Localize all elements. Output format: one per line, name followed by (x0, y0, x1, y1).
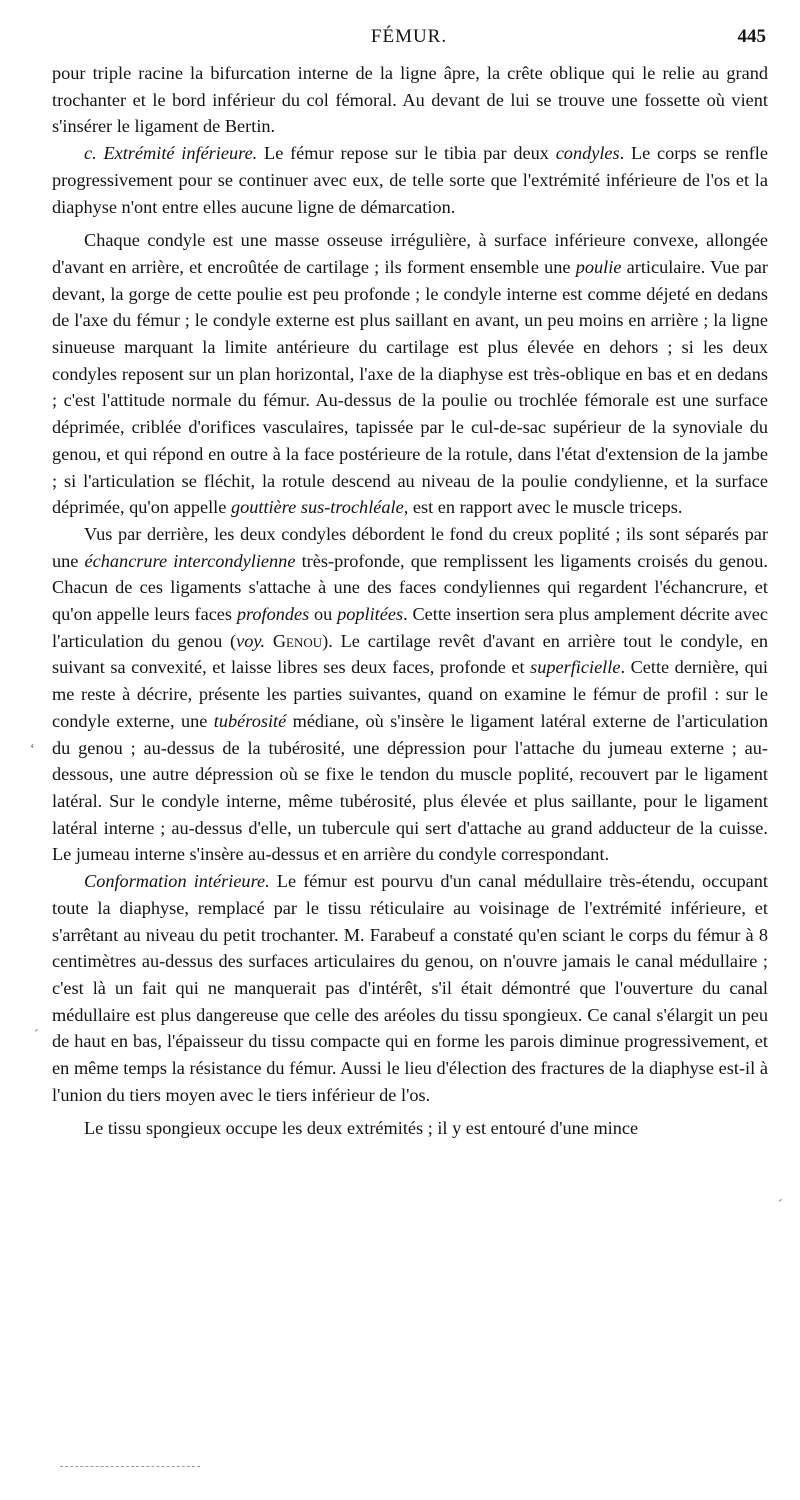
paragraph-text: Vus par derrière, les deux condyles débordent le fond du creux poplité ; ils sont séparés par une (52, 523, 768, 571)
paragraph-text: ). Le cartilage revêt d'avant en arrière tout le condyle, en suivant sa convexité, et laisse libres ses deux faces, profonde et (52, 630, 768, 678)
paragraph-text: très-profonde, que remplissent les ligaments croisés du genou. Chacun de ces ligaments s'attache à une des faces condyliennes qui regardent l'échancrure, et qu'on appelle leurs faces (52, 550, 769, 625)
paragraph-text: médiane, où s'insère le ligament latéral externe de l'articulation du genou ; au-dessus de la tubérosité, une dépression pour l'attache du jumeau externe ; au-dessous, une autre dépression où se fixe le tendon du muscle poplité, recouvert par le ligament latéral. Sur le condyle interne, même tubérosité, plus élevée et plus saillante, pour le ligament latéral interne ; au-dessus d'elle, un tubercule qui sert d'attache au grand adducteur de la cuisse. Le jumeau interne s'insère au-dessus et en arrière du condyle correspondant. (52, 710, 768, 865)
section-heading: Conformation intérieure. (84, 871, 270, 892)
page-header (52, 26, 766, 54)
emphasis: échancrure intercondylienne (84, 550, 296, 571)
margin-mark: ´ (34, 1028, 39, 1043)
paragraph-continuation (52, 60, 768, 140)
body-text (52, 60, 768, 1142)
paragraph-condyle (52, 227, 768, 521)
running-head: FÉMUR. (370, 26, 448, 47)
paragraph-text: articulaire. Vue par devant, la gorge de cette poulie est peu profonde ; le condyle interne est comme déjeté en dedans de l'axe du fémur ; le condyle externe est plus saillant en avant, un peu moins en arrière ; la ligne sinueuse marquant la limite antérieure du cartilage est plus élevée en dehors ; si les deux condyles reposent sur un plan horizontal, l'axe de la diaphyse est très-oblique en bas et en dedans ; c'est l'attitude normale du fémur. Au-dessus de la poulie ou trochlée fémorale est une surface déprimée, criblée d'orifices vasculaires, tapissée par le cul-de-sac supérieur de la synoviale du genou, et qui répond en outre à la face postérieure de la rotule, dans l'état d'extension de la jambe ; si l'articulation se fléchit, la rotule descend au niveau de la poulie condylienne, et la surface déprimée, qu'on appelle (52, 256, 768, 518)
paragraph-text: . Le corps se renfle progressivement pour se continuer avec eux, de telle sorte que l'extrémité inférieure de l'os et la diaphyse n'ont entre elles aucune ligne de démarcation. (52, 143, 769, 217)
emphasis: gouttière sus-trochléale (230, 497, 404, 518)
emphasis: profondes (236, 604, 310, 625)
paragraph-text: Le tissu spongieux occupe les deux extrémités ; il y est entouré d'une mince (84, 1118, 639, 1139)
emphasis: condyles (555, 143, 620, 164)
page-number: 445 (737, 26, 766, 47)
emphasis: poulie (575, 256, 622, 277)
paragraph-text: . Cette insertion sera plus amplement décrite avec l'articulation du genou ( (52, 604, 768, 651)
emphasis: superficielle (530, 657, 621, 678)
paragraph-text: pour triple racine la bifurcation interne de la ligne âpre, la crête oblique qui le relie au grand trochanter et le bord inférieur du col fémoral. Au devant de lui se trouve une fossette où vient s'insérer le ligament de Bertin. (52, 63, 768, 137)
paragraph-extremite-inferieure (52, 140, 768, 220)
margin-mark: ´ (778, 1198, 783, 1213)
cross-reference: Genou (272, 630, 323, 651)
paragraph-tissu-spongieux (52, 1115, 768, 1142)
paragraph-text: . Cette dernière, qui me reste à décrire, présente les parties suivantes, quand on examine le fémur de profil : sur le condyle externe, une (52, 657, 769, 731)
section-heading: c. Extrémité inférieure. (84, 143, 258, 164)
emphasis: voy. (236, 630, 266, 651)
emphasis: tubérosité (213, 710, 287, 731)
margin-mark: ‘ (30, 742, 35, 757)
paragraph-text: , est en rapport avec le muscle triceps. (403, 497, 683, 518)
paragraph-text: Chaque condyle est une masse osseuse irrégulière, à surface inférieure convexe, allongée d'avant en arrière, et encroûtée de cartilage ; ils forment ensemble une (52, 230, 768, 277)
paragraph-conformation (52, 868, 768, 1108)
paragraph-text (265, 631, 273, 651)
page-smudge (60, 1466, 200, 1469)
paragraph-text: Le fémur repose sur le tibia par deux (257, 143, 556, 164)
paragraph-vus-par-derriere (52, 521, 768, 868)
paragraph-text: Le fémur est pourvu d'un canal médullaire très-étendu, occupant toute la diaphyse, remplacé par le tissu réticulaire au voisinage de l'extrémité inférieure, et s'arrêtant au niveau du petit trochanter. M. Farabeuf a constaté qu'en sciant le corps du fémur à 8 centimètres au-dessus des surfaces articulaires du genou, on n'ouvre jamais le canal médullaire ; c'est là un fait qui ne manquerait pas d'intérêt, s'il était démontré que l'ouverture du canal médullaire est plus dangereuse que celle des aréoles du tissu spongieux. Ce canal s'élargit un peu de haut en bas, l'épaisseur du tissu compacte qui en forme les parois diminue progressivement, et en même temps la résistance du fémur. Aussi le lieu d'élection des fractures de la diaphyse est-il à l'union du tiers moyen avec le tiers inférieur de l'os. (52, 871, 768, 1105)
paragraph-text: ou (309, 604, 338, 625)
emphasis: poplitées (337, 604, 404, 625)
